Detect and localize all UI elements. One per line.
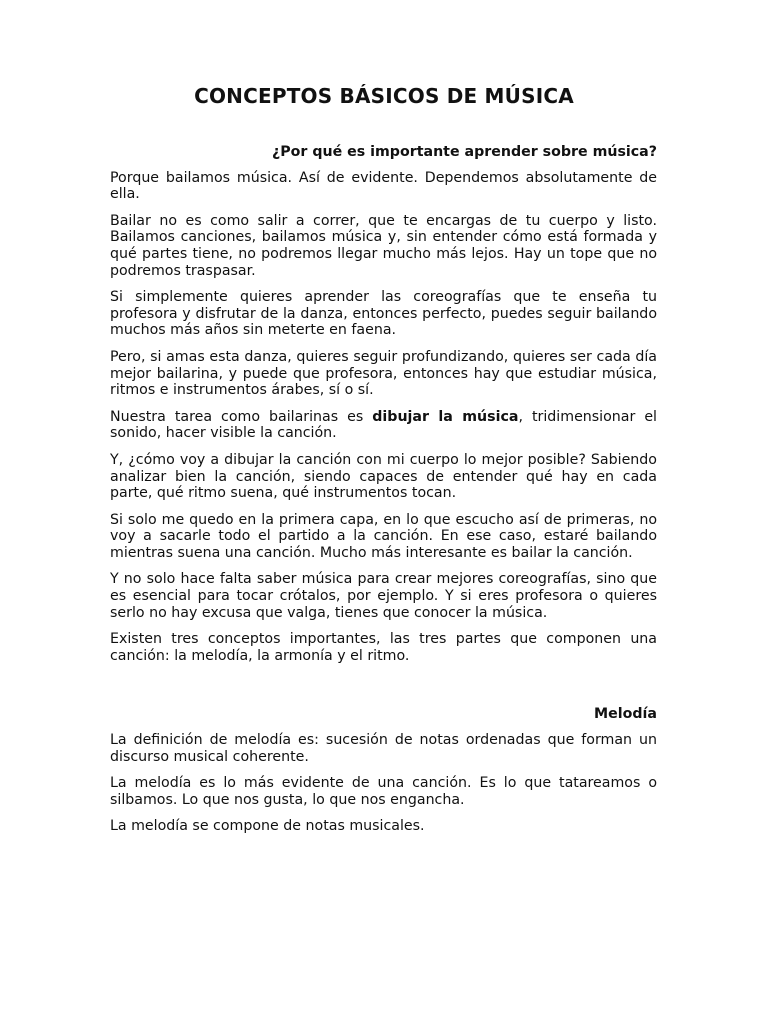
- paragraph: Si simplemente quieres aprender las coreografías que te enseña tu profesora y disfrutar de la danza, entonces perfecto, puedes seguir bailando muchos más años sin meterte en faena.: [110, 289, 657, 339]
- paragraph: Y no solo hace falta saber música para crear mejores coreografías, sino que es esencial para tocar crótalos, por ejemplo. Y si eres profesora o quieres serlo no hay excusa que valga, tienes que conocer la música.: [110, 571, 657, 621]
- melodia-heading: Melodía: [594, 706, 657, 723]
- melodia-paragraph: La definición de melodía es: sucesión de notas ordenadas que forman un discurso musical coherente.: [110, 732, 657, 765]
- paragraph: Si solo me quedo en la primera capa, en lo que escucho así de primeras, no voy a sacarle todo el partido a la canción. En ese caso, estaré bailando mientras suena una canción. Mucho más interesante es bailar la canción.: [110, 511, 657, 561]
- document-body: [110, 144, 657, 845]
- tarea-bold-text: dibujar la música: [372, 408, 519, 425]
- paragraph: Porque bailamos música. Así de evidente. Dependemos absolutamente de ella.: [110, 169, 657, 203]
- paragraph: Pero, si amas esta danza, quieres seguir profundizando, quieres ser cada día mejor bailarina, y puede que profesora, entonces hay que estudiar música, ritmos e instrumentos árabes, sí o sí.: [110, 348, 657, 399]
- paragraph: Y, ¿cómo voy a dibujar la canción con mi cuerpo lo mejor posible? Sabiendo analizar bien la canción, siendo capaces de entender qué hay en cada parte, qué ritmo suena, qué instrumentos tocan.: [110, 451, 657, 502]
- melodia-paragraph: La melodía se compone de notas musicales.: [110, 818, 425, 835]
- paragraph-tarea: [110, 409, 657, 442]
- melodia-paragraph: La melodía es lo más evidente de una canción. Es lo que tatareamos o silbamos. Lo que nos gusta, lo que nos engancha.: [110, 775, 657, 808]
- paragraph: Existen tres conceptos importantes, las tres partes que componen una canción: la melodía, la armonía y el ritmo.: [110, 631, 657, 664]
- tarea-text-after: , tridimensionar el sonido, hacer visible la canción.: [110, 408, 657, 442]
- document-title: CONCEPTOS BÁSICOS DE MÚSICA: [194, 84, 574, 108]
- question-heading: ¿Por qué es importante aprender sobre música?: [272, 144, 657, 160]
- section-spacer: [110, 674, 657, 706]
- tarea-text-before: Nuestra tarea como bailarinas es: [110, 408, 373, 425]
- paragraph: Bailar no es como salir a correr, que te encargas de tu cuerpo y listo. Bailamos canciones, bailamos música y, sin entender cómo está formada y qué partes tiene, no podremos llegar mucho más lejos. Hay un tope que no podremos traspasar.: [110, 212, 657, 279]
